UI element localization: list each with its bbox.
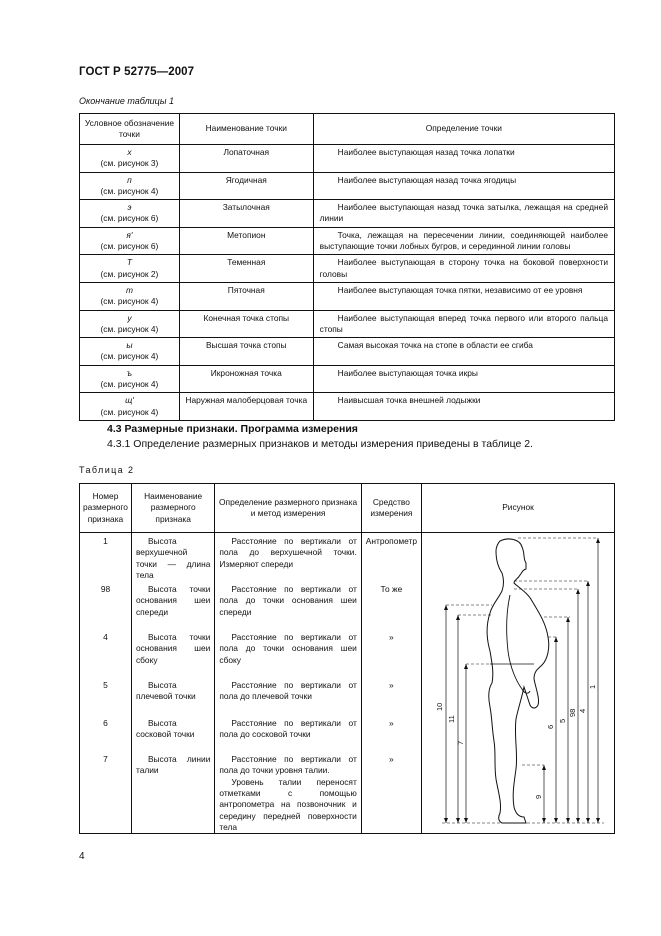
body-measurement-figure — [422, 533, 614, 833]
measuring-tool: Антропометр — [361, 533, 421, 582]
page-number: 4 — [79, 851, 85, 862]
table-row — [80, 255, 615, 283]
point-definition-cell — [313, 200, 614, 228]
section-text: 4.3.1 Определение размерных признаков и методы измерения приведены в таблице 2. — [107, 438, 533, 450]
arm-outline — [507, 595, 530, 693]
point-symbol-cell — [80, 145, 180, 173]
table1-header-row — [80, 114, 615, 145]
figure-ref: (см. рисунок 4) — [100, 351, 159, 362]
figure-label: 6 — [545, 724, 555, 729]
point-symbol: щ' — [125, 395, 134, 406]
point-definition: Наиболее выступающая назад точка ягодицы — [337, 174, 517, 185]
feature-number: 7 — [80, 751, 132, 834]
table-row — [80, 145, 615, 173]
point-name: Ягодичная — [179, 172, 313, 200]
figure-ref: (см. рисунок 4) — [100, 296, 159, 307]
point-symbol: п — [127, 174, 132, 185]
point-symbol-cell — [80, 393, 180, 421]
point-symbol: т — [125, 284, 133, 295]
feature-definition: Расстояние по вертикали от пола до точки основания шеи сбоку — [215, 629, 361, 677]
table1-header-definition: Определение точки — [313, 114, 614, 145]
table2-header-tool: Средство измерения — [361, 484, 421, 533]
measuring-tool: » — [361, 629, 421, 677]
figure-label: 5 — [557, 718, 567, 723]
point-symbol: ъ — [126, 367, 133, 378]
point-definition-cell — [313, 310, 614, 338]
point-symbol-cell — [80, 282, 180, 310]
feature-name: Высота точки основания шеи спереди — [131, 581, 214, 629]
table-2 — [79, 483, 615, 834]
point-name: Наружная малоберцовая точка — [179, 393, 313, 421]
point-definition-cell — [313, 393, 614, 421]
point-name: Лопаточная — [179, 145, 313, 173]
table-row — [80, 172, 615, 200]
figure-ref: (см. рисунок 6) — [100, 241, 159, 252]
table2-header-figure: Рисунок — [421, 484, 614, 533]
point-name: Пяточная — [179, 282, 313, 310]
feature-number: 98 — [80, 581, 132, 629]
table-row — [80, 282, 615, 310]
table-row — [80, 338, 615, 366]
point-definition-cell — [313, 255, 614, 283]
figure-ref: (см. рисунок 4) — [100, 379, 159, 390]
point-symbol-cell — [80, 172, 180, 200]
point-definition-cell — [313, 227, 614, 255]
feature-name: Высота плечевой точки — [131, 677, 214, 715]
point-name: Метопион — [179, 227, 313, 255]
point-symbol-cell — [80, 338, 180, 366]
feature-name: Высота линии талии — [131, 751, 214, 834]
point-definition: Наиболее выступающая в сторону точка на боковой поверхности головы — [319, 257, 608, 279]
table-row — [80, 227, 615, 255]
measuring-tool: То же — [361, 581, 421, 629]
figure-label: 9 — [533, 794, 543, 799]
point-name: Теменная — [179, 255, 313, 283]
table1-header-name: Наименование точки — [179, 114, 313, 145]
table-1 — [79, 113, 615, 421]
table2-header-name: Наименование размерного признака — [131, 484, 214, 533]
point-definition: Самая высокая точка на стопе в области ее сгиба — [337, 340, 533, 351]
table-row — [80, 200, 615, 228]
feature-definition: Расстояние по вертикали от пола до точки уровня талии. Уровень талии переносят отметками с помощью антропометра на позвоночник и середину передней поверхности тела — [215, 751, 361, 834]
feature-definition: Расстояние по вертикали от пола до верхушечной точки. Измеряют спереди — [215, 533, 361, 582]
figure-ref: (см. рисунок 4) — [100, 323, 159, 334]
feature-name: Высота сосковой точки — [131, 715, 214, 751]
figure-label: 1 — [587, 684, 597, 689]
body-silhouette — [487, 539, 549, 823]
section-heading: 4.3 Размерные признаки. Программа измерения — [107, 423, 358, 435]
point-symbol: у — [127, 312, 132, 323]
feature-definition: Расстояние по вертикали от пола до сосковой точки — [215, 715, 361, 751]
point-name: Конечная точка стопы — [179, 310, 313, 338]
point-definition-cell — [313, 145, 614, 173]
figure-label: 7 — [455, 740, 465, 745]
point-definition: Наивысшая точка внешней лодыжки — [337, 395, 481, 406]
measuring-tool: » — [361, 751, 421, 834]
point-name: Высшая точка стопы — [179, 338, 313, 366]
point-definition-cell — [313, 365, 614, 393]
table2-header-num: Номер размерного признака — [80, 484, 132, 533]
table2-header-row — [80, 484, 615, 533]
figure-ref: (см. рисунок 6) — [100, 213, 159, 224]
point-symbol: Т — [126, 257, 132, 268]
measuring-tool: » — [361, 677, 421, 715]
point-definition: Наиболее выступающая точка пятки, независимо от ее уровня — [337, 284, 583, 295]
table2-header-definition: Определение размерного признака и метод измерения — [215, 484, 361, 533]
table1-caption: Окончание таблицы 1 — [79, 96, 174, 106]
point-name: Икроножная точка — [179, 365, 313, 393]
feature-definition-note: Уровень талии переносят отметками с помощью антропометра на позвоночник и середину передней поверхности тела — [219, 776, 357, 832]
point-symbol-cell — [80, 310, 180, 338]
point-definition: Наиболее выступающая назад точка лопатки — [337, 147, 515, 157]
table-row — [80, 533, 615, 582]
table2-caption: Таблица 2 — [79, 465, 135, 475]
feature-definition: Расстояние по вертикали от пола до плечевой точки — [215, 677, 361, 715]
feature-definition: Расстояние по вертикали от пола до точки основания шеи спереди — [215, 581, 361, 629]
figure-label: 11 — [446, 715, 456, 723]
table1-header-symbol: Условное обозначение точки — [80, 114, 180, 145]
figure-ref: (см. рисунок 3) — [100, 158, 159, 169]
figure-cell — [421, 533, 614, 834]
point-definition: Наиболее выступающая назад точка затылка, лежащая на средней линии — [319, 202, 608, 224]
point-symbol: х — [127, 147, 132, 157]
feature-name: Высота верхушечной точки — длина тела — [131, 533, 214, 582]
feature-number: 4 — [80, 629, 132, 677]
feature-number: 1 — [80, 533, 132, 582]
feature-number: 5 — [80, 677, 132, 715]
point-symbol-cell — [80, 255, 180, 283]
point-symbol: э — [127, 202, 132, 213]
figure-ref: (см. рисунок 4) — [100, 185, 159, 196]
figure-ref: (см. рисунок 2) — [100, 268, 159, 279]
figure-label: 4 — [577, 708, 587, 713]
figure-ref: (см. рисунок 4) — [100, 406, 159, 417]
table-row — [80, 310, 615, 338]
feature-name: Высота точки основания шеи сбоку — [131, 629, 214, 677]
point-name: Затылочная — [179, 200, 313, 228]
document-code: ГОСТ Р 52775—2007 — [79, 66, 195, 78]
point-definition: Точка, лежащая на пересечении линии, соединяющей наиболее выступающие точки лобных бугров, и серединной линии головы — [319, 229, 608, 252]
point-definition-cell — [313, 338, 614, 366]
table-row — [80, 365, 615, 393]
table-row — [80, 393, 615, 421]
figure-label: 98 — [567, 708, 577, 717]
point-definition-cell — [313, 172, 614, 200]
measuring-tool: » — [361, 715, 421, 751]
point-definition: Наиболее выступающая вперед точка первого или второго пальца стопы — [319, 312, 608, 334]
point-symbol: я' — [126, 229, 133, 240]
point-definition: Наиболее выступающая точка икры — [337, 367, 478, 378]
point-symbol: ы — [126, 340, 133, 351]
point-symbol-cell — [80, 200, 180, 228]
point-definition-cell — [313, 282, 614, 310]
feature-number: 6 — [80, 715, 132, 751]
figure-label: 10 — [434, 702, 444, 711]
point-symbol-cell — [80, 227, 180, 255]
point-symbol-cell — [80, 365, 180, 393]
